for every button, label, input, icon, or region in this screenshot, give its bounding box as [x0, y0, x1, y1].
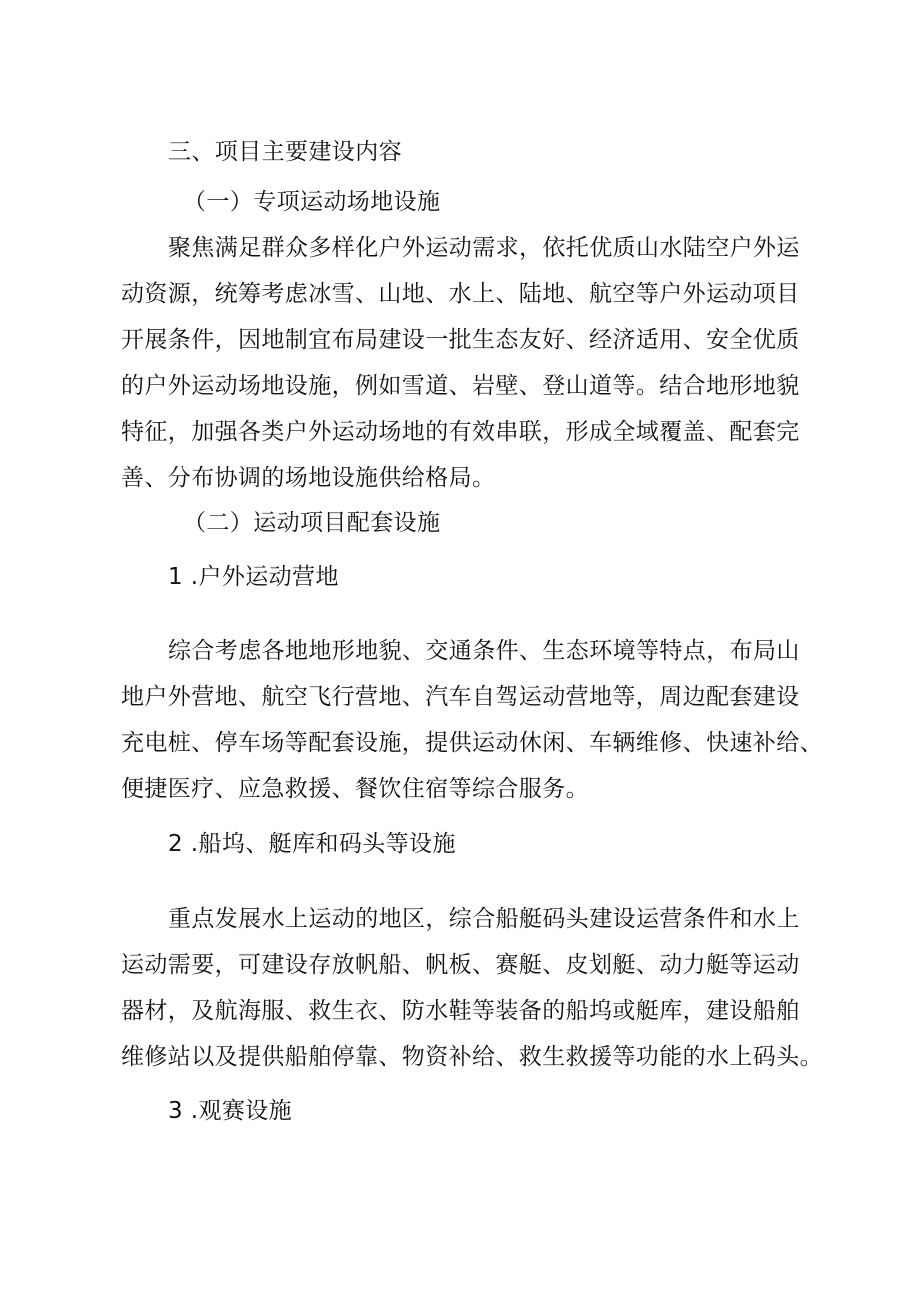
item-1-title: 1 .户外运动营地	[168, 564, 339, 590]
paragraph-line: 的户外运动场地设施，例如雪道、岩壁、登山道等。结合地形地貌	[121, 373, 800, 399]
paragraph-line: 地户外营地、航空飞行营地、汽车自驾运动营地等，周边配套建设	[121, 684, 800, 710]
item-3-title: 3 .观赛设施	[168, 1098, 293, 1124]
section-heading: 三、项目主要建设内容	[168, 139, 402, 165]
paragraph-line: 维修站以及提供船舶停靠、物资补给、救生救援等功能的水上码头。	[121, 1044, 823, 1070]
paragraph-line: 器材，及航海服、救生衣、防水鞋等装备的船坞或艇库，建设船舶	[121, 998, 800, 1024]
paragraph-line: 开展条件，因地制宜布局建设一批生态友好、经济适用、安全优质	[121, 327, 800, 353]
paragraph-line: 综合考虑各地地形地貌、交通条件、生态环境等特点，布局山	[168, 638, 800, 664]
paragraph-line: 特征，加强各类户外运动场地的有效串联，形成全域覆盖、配套完	[121, 419, 800, 445]
subsection-2-title: （二）运动项目配套设施	[183, 510, 441, 536]
paragraph-line: 重点发展水上运动的地区，综合船艇码头建设运营条件和水上	[168, 906, 800, 932]
subsection-1-title: （一）专项运动场地设施	[183, 189, 441, 215]
paragraph-line: 运动需要，可建设存放帆船、帆板、赛艇、皮划艇、动力艇等运动	[121, 952, 800, 978]
paragraph-line: 充电桩、停车场等配套设施，提供运动休闲、车辆维修、快速补给、	[121, 730, 823, 756]
paragraph-line: 聚焦满足群众多样化户外运动需求，依托优质山水陆空户外运	[168, 235, 800, 261]
item-2-title: 2 .船坞、艇库和码头等设施	[168, 831, 456, 857]
paragraph-line: 善、分布协调的场地设施供给格局。	[121, 465, 496, 491]
paragraph-line: 便捷医疗、应急救援、餐饮住宿等综合服务。	[121, 776, 589, 802]
paragraph-line: 动资源，统筹考虑冰雪、山地、水上、陆地、航空等户外运动项目	[121, 281, 800, 307]
